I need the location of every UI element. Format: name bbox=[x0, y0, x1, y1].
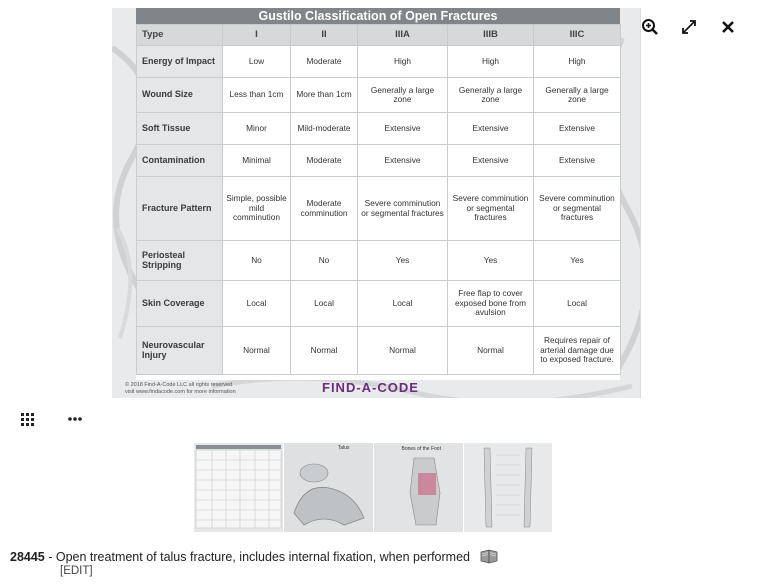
thumbnail-foot-bones[interactable] bbox=[374, 443, 465, 532]
thumbnail-talus-label: Talus bbox=[337, 445, 350, 451]
table-title: Gustilo Classification of Open Fractures bbox=[136, 8, 620, 24]
grid-icon bbox=[20, 412, 36, 426]
table-cell: Low bbox=[223, 46, 291, 78]
table-row bbox=[137, 113, 621, 145]
copyright-line-1: © 2018 Find-A-Code LLC all rights reserved bbox=[125, 382, 233, 388]
row-label: Energy of Impact bbox=[137, 46, 223, 78]
thumbnail-talus[interactable] bbox=[284, 443, 374, 532]
table-cell: Free flap to cover exposed bone from avulsion bbox=[448, 281, 534, 327]
header-type-label: Type bbox=[137, 25, 223, 46]
thumbnail-talus-preview bbox=[284, 443, 373, 532]
main-image bbox=[112, 8, 641, 398]
table-cell: Extensive bbox=[534, 113, 621, 145]
table-cell: Extensive bbox=[448, 145, 534, 177]
table-cell: Extensive bbox=[358, 145, 448, 177]
close-button[interactable] bbox=[717, 16, 739, 38]
row-label: Fracture Pattern bbox=[137, 177, 223, 241]
table-cell: High bbox=[358, 46, 448, 78]
table-row bbox=[137, 78, 621, 113]
table-cell: Requires repair of arterial damage due to exposed fracture. bbox=[534, 327, 621, 375]
table-cell: Moderate comminution bbox=[291, 177, 358, 241]
table-cell: Moderate bbox=[291, 46, 358, 78]
copyright-text bbox=[125, 382, 236, 395]
table-cell: Local bbox=[534, 281, 621, 327]
more-icon bbox=[67, 416, 83, 422]
row-label: Skin Coverage bbox=[137, 281, 223, 327]
table-cell: No bbox=[291, 241, 358, 281]
table-cell: No bbox=[223, 241, 291, 281]
grid-view-button[interactable] bbox=[18, 410, 38, 428]
table-cell: Minimal bbox=[223, 145, 291, 177]
table-cell: Local bbox=[291, 281, 358, 327]
procedure-description: Open treatment of talus fracture, includes internal fixation, when performed bbox=[55, 549, 470, 564]
thumbnail-table-preview bbox=[194, 443, 283, 532]
header-type-iiib: IIIB bbox=[448, 25, 534, 46]
header-type-i: I bbox=[223, 25, 291, 46]
table-cell: Yes bbox=[448, 241, 534, 281]
table-cell: Severe comminution or segmental fractures bbox=[448, 177, 534, 241]
table-cell: Generally a large zone bbox=[358, 78, 448, 113]
row-label: Periosteal Stripping bbox=[137, 241, 223, 281]
table-cell: Generally a large zone bbox=[448, 78, 534, 113]
header-type-ii: II bbox=[291, 25, 358, 46]
copyright-line-2: visit www.findacode.com for more information bbox=[125, 388, 236, 395]
row-label: Soft Tissue bbox=[137, 113, 223, 145]
table-cell: Severe comminution or segmental fractures bbox=[534, 177, 621, 241]
thumbnail-leg-preview bbox=[464, 443, 552, 532]
row-label: Contamination bbox=[137, 145, 223, 177]
table-cell: Yes bbox=[534, 241, 621, 281]
table-header-row bbox=[137, 25, 621, 46]
table-cell: Yes bbox=[358, 241, 448, 281]
table-row bbox=[137, 327, 621, 375]
table-cell: Generally a large zone bbox=[534, 78, 621, 113]
table-cell: Local bbox=[358, 281, 448, 327]
table-cell: More than 1cm bbox=[291, 78, 358, 113]
header-type-iiic: IIIC bbox=[534, 25, 621, 46]
table-cell: Moderate bbox=[291, 145, 358, 177]
more-options-button[interactable] bbox=[65, 410, 85, 428]
thumbnail-leg-bones[interactable] bbox=[464, 443, 552, 532]
close-icon bbox=[721, 20, 735, 34]
table-cell: Local bbox=[223, 281, 291, 327]
table-cell: Normal bbox=[223, 327, 291, 375]
thumbnail-foot-label: Bones of the Foot bbox=[401, 446, 441, 452]
row-label: Neurovascular Injury bbox=[137, 327, 223, 375]
zoom-in-icon bbox=[641, 18, 659, 36]
thumbnail-strip bbox=[194, 443, 552, 532]
code-separator: - bbox=[44, 549, 56, 564]
expand-icon bbox=[681, 19, 697, 35]
table-cell: High bbox=[534, 46, 621, 78]
table-cell: Extensive bbox=[534, 145, 621, 177]
table-row bbox=[137, 46, 621, 78]
gustilo-table-card bbox=[136, 8, 620, 380]
header-type-iiia: IIIA bbox=[358, 25, 448, 46]
fullscreen-button[interactable] bbox=[678, 16, 700, 38]
table-row bbox=[137, 281, 621, 327]
table-cell: Normal bbox=[291, 327, 358, 375]
edit-link[interactable]: [EDIT] bbox=[60, 565, 93, 577]
table-row bbox=[137, 145, 621, 177]
table-row bbox=[137, 241, 621, 281]
zoom-in-button[interactable] bbox=[639, 16, 661, 38]
table-cell: Extensive bbox=[448, 113, 534, 145]
thumbnail-gustilo-table[interactable] bbox=[194, 443, 284, 532]
table-cell: Normal bbox=[358, 327, 448, 375]
table-cell: Severe comminution or segmental fractures bbox=[358, 177, 448, 241]
row-label: Wound Size bbox=[137, 78, 223, 113]
table-cell: Minor bbox=[223, 113, 291, 145]
book-icon[interactable] bbox=[479, 548, 499, 567]
table-cell: Mild-moderate bbox=[291, 113, 358, 145]
procedure-code: 28445 bbox=[10, 549, 45, 564]
gustilo-table bbox=[136, 24, 621, 375]
table-cell: Normal bbox=[448, 327, 534, 375]
find-a-code-logo: FIND-A-CODE bbox=[322, 380, 419, 395]
table-row bbox=[137, 177, 621, 241]
table-cell: Simple, possible mild comminution bbox=[223, 177, 291, 241]
table-cell: Extensive bbox=[358, 113, 448, 145]
table-cell: High bbox=[448, 46, 534, 78]
thumbnail-foot-preview bbox=[374, 443, 464, 532]
table-cell: Less than 1cm bbox=[223, 78, 291, 113]
